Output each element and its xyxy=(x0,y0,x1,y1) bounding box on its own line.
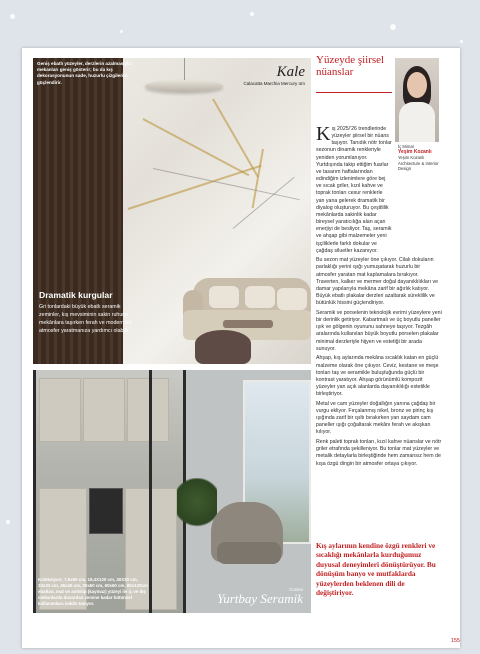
pull-quote: Kış aylarının kendine özgü renkleri ve sıcaklığı mekânlarla kurduğumuz duyusal deneyimleri dönüştürüyor. Bu dönüşüm banyo ve mutfaklarda yüzeylerden beklenen dili de değiştiriyor. xyxy=(316,541,436,598)
pillow xyxy=(209,286,239,308)
brand-credit xyxy=(243,64,305,87)
snowflake xyxy=(6,520,10,524)
title-rule xyxy=(316,92,392,93)
author-studio: Yeşim Kozanlı Architecture & Interior Design xyxy=(398,155,439,171)
snowflake xyxy=(120,30,123,33)
marble-vein xyxy=(252,149,264,208)
pouf xyxy=(195,330,251,364)
upper-cabinet xyxy=(39,378,81,442)
oven xyxy=(89,488,123,534)
marble-vein xyxy=(143,118,250,176)
pillow xyxy=(277,288,307,310)
coffee-table xyxy=(223,320,273,328)
brand-name: Kale xyxy=(276,64,305,80)
marble-vein xyxy=(212,99,259,178)
author-role: İç Mimar xyxy=(398,144,415,149)
article-paragraph: Seramik ve porselenin teknolojik evrimi yüzeylere yeni bir derinlik getiriyor. Kabartmalı ve üç boyutlu paneller ışık ve gölgenin oyununu sahneye taşıyor. Tezgâh aralarında kullanılan büyük boyutlu porselen plakalar minimal derzleriyle hijyen ve estetiği bir arada sunuyor. xyxy=(316,309,442,352)
photo-caption: Koleksiyon; 7,5x60 cm, 19,4X120 cm, 30X30 cm, 33x33 cm, 45x45 cm, 30x60 cm, 60x60 cm, 60x120cm ebatları, mat ve antislip (kaymaz) yüzeyi ile iç ve dış mekanlarda duvardan zemine kadar bütünsel kullanımlara imkân tanıyor. xyxy=(38,577,148,606)
snowflake xyxy=(390,24,396,30)
photo-kitchen xyxy=(33,370,311,613)
glass-partition xyxy=(33,370,36,613)
article-paragraph xyxy=(316,123,392,255)
feature-box xyxy=(39,290,139,335)
article-paragraph: Bu sezon mat yüzeyler öne çıkıyor. Cilalı dokuların parlaklığı yerini ışığı yumuşatarak huzurlu bir atmosfer yaratan mat kaplamalara bırakıyor. Traverten, kalker ve mermer doğal dayanıklılıkları ve damar yapılarıyla mekâna zarif bir ağırlık katıyor. Büyük ebatlı plakalar derzleri azaltarak süreklilik ve bütünlük hissini güçlendiriyor. xyxy=(316,257,439,307)
pillow xyxy=(245,286,275,308)
brand-credit xyxy=(217,587,303,605)
pendant-lamp xyxy=(145,80,223,92)
upper-cabinet xyxy=(127,378,169,442)
snowflake xyxy=(460,40,463,43)
photo-caption: Geniş ebatlı yüzeyler, derzlerin azalmasıyla mekanları geniş gösterir; bu da kış dekorasyonunun sade, huzurlu çizgilerini güçlendirir. xyxy=(37,61,131,85)
author-face xyxy=(407,72,427,98)
armchair-seat xyxy=(217,542,281,564)
paragraph-text: ış 2025/'26 trendlerinde yüzeyler şiirsel bir nüans taşıyor. Tanıdık nötr tonlar sezonun dinamik renkleriyle yeniden yorumlanıyor. Yurtdışında takip ettiğim fuarlar ve tasarım haftalarından edindiğim izlenimlere göre bej ve sıcak griler, kızıl kahve ve toprak tonları cesur renklerle yan yana gelerek dramatik bir diyalog oluşturuyor. Bu çeşitlilik mekânlarda sakinlik kadar bireysel yaratıcılığa alan açan enerjiyi de besliyor. Taş, seramik ve ahşap gibi malzemeler yeni işçiliklerle farklı dokular ve çağdaş siluetler kazanıyor. xyxy=(316,126,392,254)
article-paragraph: Metal ve cam yüzeyler doğallığın yanına çağdaş bir vurgu ekliyor. Fırçalanmış nikel, bronz ve pirinç kış ışığında zarif bir ışıltı bırakırken yarı saydam cam paneller ışığı çoğaltarak mekânı ferah ve akışkan kılıyor. xyxy=(316,400,436,436)
article-paragraph: Renk paleti toprak tonları, kızıl kahve nüanslar ve nötr griler etrafında şekilleniyor. Bu tonlar mat yüzeyler ve metalik detaylarla birleştiğinde hem zamansız hem de kışa özgü dingin bir atmosfer ortaya çıkıyor. xyxy=(316,439,442,467)
article-body xyxy=(316,123,442,470)
photo-living-room xyxy=(33,58,311,364)
author-name: Yeşim Kozanlı xyxy=(398,148,432,155)
page-number: 155 xyxy=(450,638,460,644)
marble-vein xyxy=(233,177,295,229)
brand-product: Calacatta Marchia Mercury ürn xyxy=(243,81,305,86)
article-title: Yüzeyde şiirsel nüanslar xyxy=(316,54,385,78)
brand-product: Cosmo xyxy=(289,587,303,592)
snowflake xyxy=(250,12,254,16)
lamp-wire xyxy=(184,58,185,82)
brand-name: Yurtbay Seramik xyxy=(217,591,303,606)
snowflake xyxy=(10,14,15,19)
article-paragraph: Ahşap, kış aylarında mekâna sıcaklık katan en güçlü malzeme olarak öne çıkıyor. Ceviz, kestane ve meşe tonları taş ve seramikle buluştuğunda güçlü bir kontrast yaratıyor. Ahşap görünümlü kompozit yüzeyler yan açık alanlarda dayanıklılığı estetikle birleştiriyor. xyxy=(316,355,439,398)
feature-text: Gri tonlardaki büyük ebatlı seramik zeminler, kış mevsiminin sakin ruhunu mekânlara taşırken ferah ve modern bir atmosfer yaratmanıza yardımcı olabilir. xyxy=(39,304,132,334)
drop-cap: K xyxy=(316,123,331,145)
marble-vein xyxy=(153,168,300,200)
feature-heading: Dramatik kurgular xyxy=(39,290,113,300)
upper-cabinet xyxy=(83,378,125,442)
